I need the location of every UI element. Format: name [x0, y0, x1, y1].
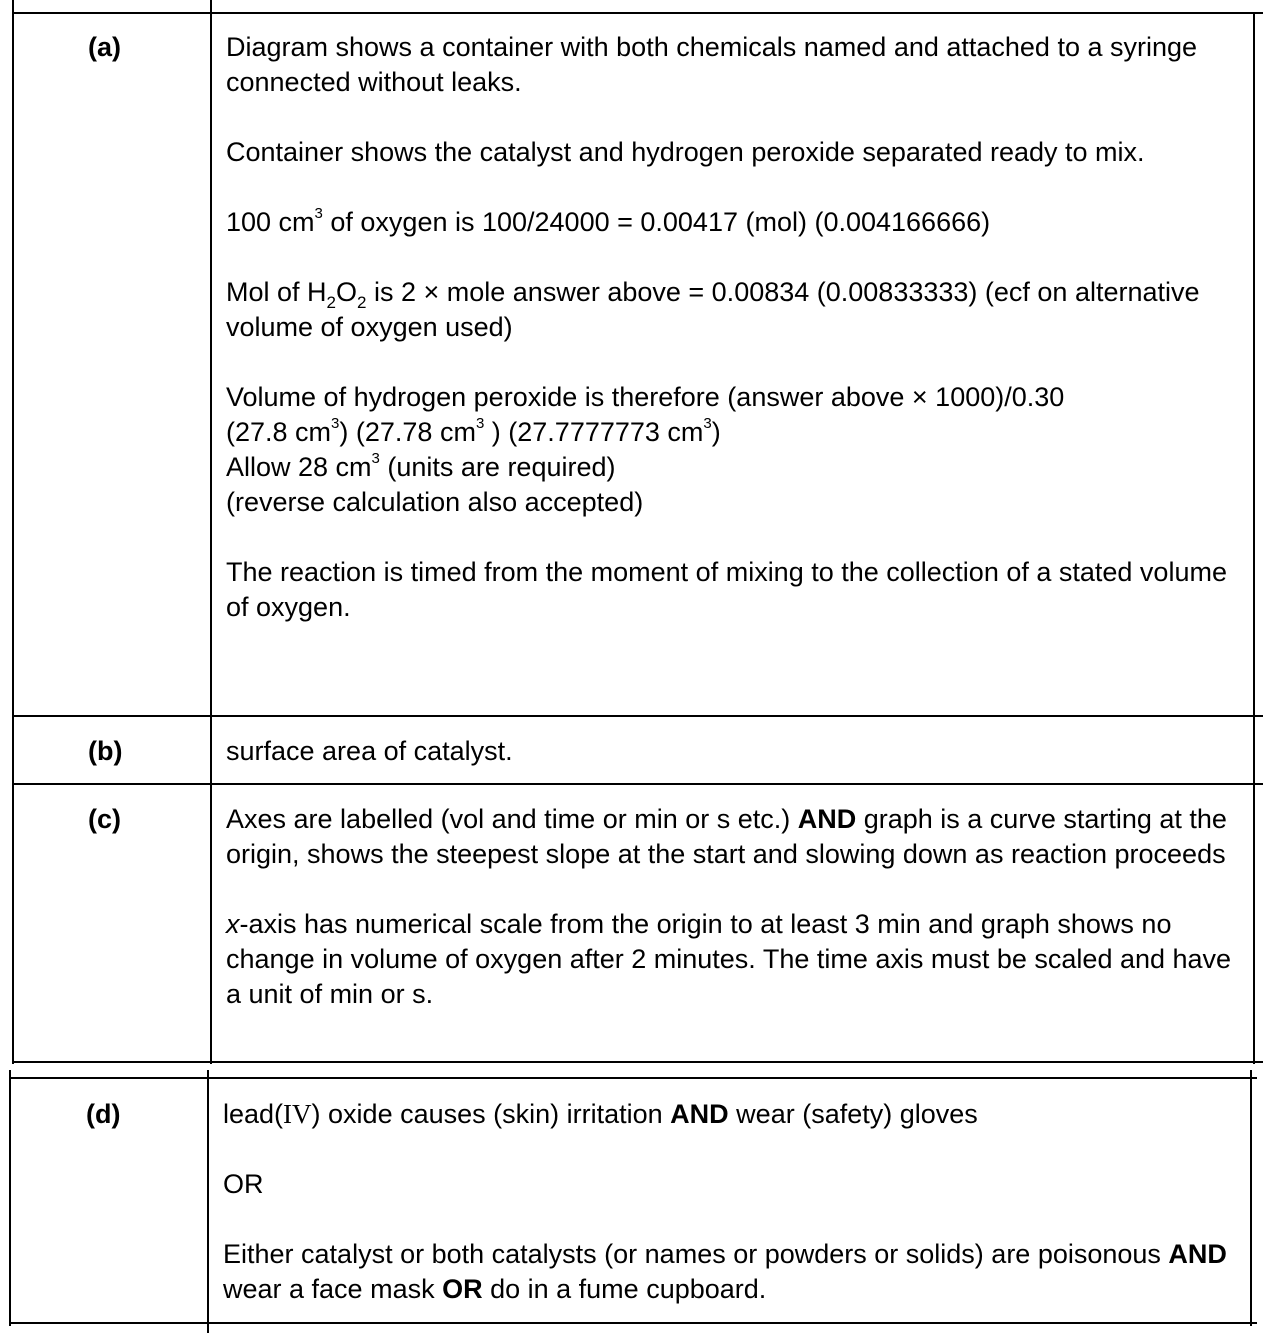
- table-border-left: [12, 12, 14, 1064]
- row-d-irritation-point: lead(IV) oxide causes (skin) irritation AND wear (safety) gloves: [223, 1099, 978, 1129]
- row-a-container-point: Container shows the catalyst and hydrogen peroxide separated ready to mix.: [226, 137, 1145, 167]
- row-d-or: OR: [223, 1169, 264, 1199]
- row-c-content: [226, 802, 1241, 1012]
- table2-border-left: [9, 1070, 11, 1326]
- row-a-label: (a): [88, 32, 121, 62]
- table2-border-top: [9, 1077, 1257, 1079]
- row-a-content: [226, 30, 1236, 625]
- table-border-right: [1253, 12, 1255, 1064]
- row-c-scale-point: x-axis has numerical scale from the origin to at least 3 min and graph shows no change in volume of oxygen after 2 minutes. The time axis must be scaled and have a unit of min or s.: [226, 909, 1232, 1009]
- row-divider-a-b: [12, 715, 1263, 717]
- row-d-label: (d): [86, 1099, 121, 1129]
- row-d-content: [223, 1097, 1233, 1307]
- table2-border-right: [1250, 1070, 1252, 1326]
- row-b-label: (b): [88, 736, 123, 766]
- table-border-top: [12, 12, 1263, 14]
- row-c-label: (c): [88, 804, 121, 834]
- table2-border-bottom: [9, 1322, 1257, 1324]
- row-a-diagram-point: Diagram shows a container with both chemicals named and attached to a syringe connected without leaks.: [226, 32, 1198, 97]
- table-column-divider: [210, 12, 212, 1064]
- row-b-content: surface area of catalyst.: [226, 736, 513, 766]
- row-a-peroxide-moles: Mol of $H_2O_2$ is 2 × mole answer above = 0.00834 (0.00833333) (ecf on alternative volume of oxygen used): [226, 277, 1200, 342]
- row-divider-b-c: [12, 783, 1263, 785]
- row-a-timing-point: The reaction is timed from the moment of mixing to the collection of a stated volume of oxygen.: [226, 557, 1227, 622]
- table2-column-divider: [207, 1070, 209, 1333]
- row-c-axes-point: Axes are labelled (vol and time or min or s etc.) AND graph is a curve starting at the origin, shows the steepest slope at the start and slowing down as reaction proceeds: [226, 804, 1227, 869]
- row-a-volume-calculation: Volume of hydrogen peroxide is therefore (answer above × 1000)/0.30 (27.8 $cm^3$) (27.78 $cm^3$ ) (27.7777773 $cm^3$) Allow 28 $cm^3$ (units are required) (reverse calculation also accepted): [226, 382, 1065, 517]
- row-a-oxygen-moles: 100 $cm^3$ of oxygen is 100/24000 = 0.00417 (mol) (0.004166666): [226, 205, 991, 237]
- row-d-poison-point: Either catalyst or both catalysts (or names or powders or solids) are poisonous AND wear a face mask OR do in a fume cupboard.: [223, 1239, 1227, 1304]
- table-border-bottom: [12, 1061, 1263, 1063]
